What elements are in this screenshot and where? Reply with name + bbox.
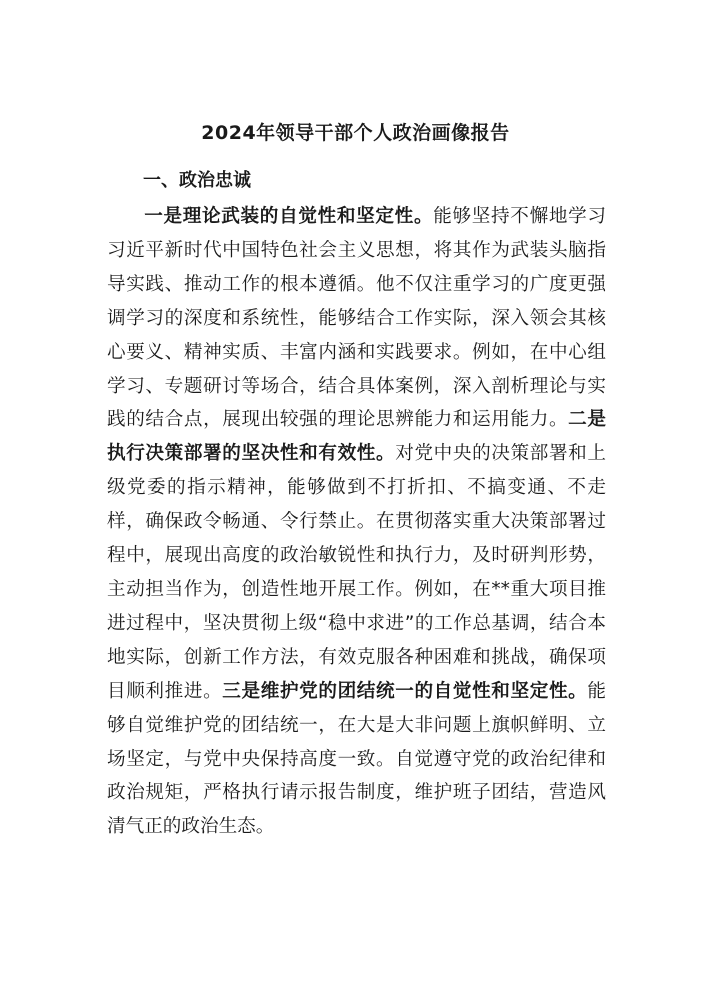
- point-one-text: 能够坚持不懈地学习习近平新时代中国特色社会主义思想，将其作为武装头脑指导实践、推动工作的根本遵循。他不仅注重学习的广度更强调学习的深度和系统性，能够结合工作实际，深入领会其核心要义、精神实质、丰富内涵和实践要求。例如，在中心组学习、专题研讨等场合，结合具体案例，深入剖析理论与实践的结合点，展现出较强的理论思辨能力和运用能力。: [107, 206, 606, 431]
- body-paragraph: [107, 200, 606, 844]
- point-three-text: 能够自觉维护党的团结统一，在大是大非问题上旗帜鲜明、立场坚定，与党中央保持高度一致。自觉遵守党的政治纪律和政治规矩，严格执行请示报告制度，维护班子团结，营造风清气正的政治生态。: [107, 680, 606, 838]
- point-three-heading: 三是维护党的团结统一的自觉性和坚定性。: [222, 680, 588, 702]
- point-two-heading: 二是执行决策部署的坚决性和有效性。: [107, 409, 606, 465]
- point-one-heading: 一是理论武装的自觉性和坚定性。: [144, 206, 434, 227]
- section-heading: 一、政治忠诚: [143, 170, 251, 191]
- document-title: 2024年领导干部个人政治画像报告: [201, 122, 510, 144]
- point-two-text: 对党中央的决策部署和上级党委的指示精神，能够做到不打折扣、不搞变通、不走样，确保政令畅通、令行禁止。在贯彻落实重大决策部署过程中，展现出高度的政治敏锐性和执行力，及时研判形势，主动担当作为，创造性地开展工作。例如，在**重大项目推进过程中，坚决贯彻上级“稳中求进”的工作总基调，结合本地实际，创新工作方法，有效克服各种困难和挑战，确保项目顺利推进。: [107, 443, 606, 702]
